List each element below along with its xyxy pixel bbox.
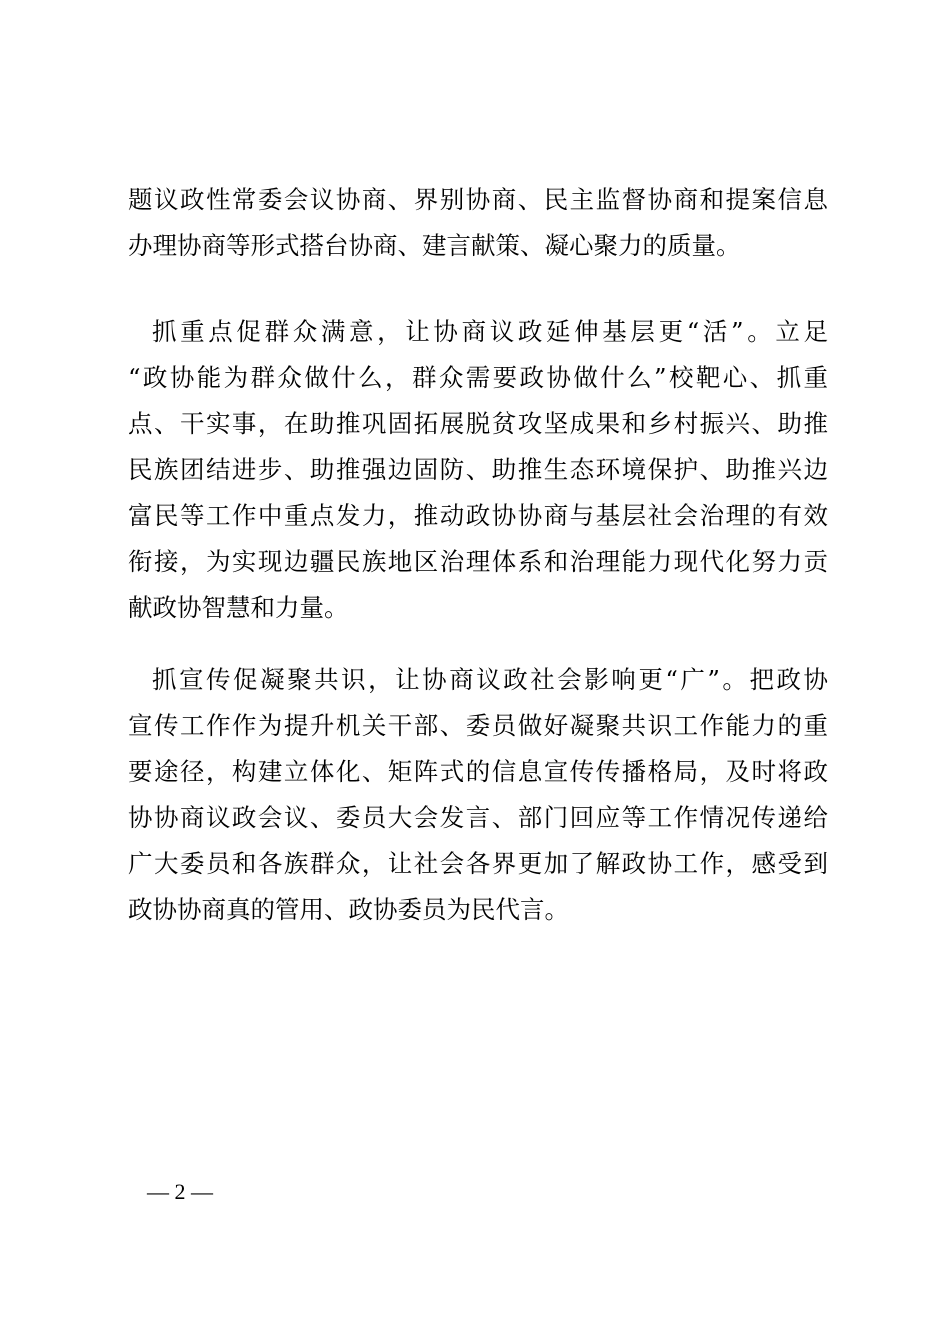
paragraph-line: 民族团结进步、助推强边固防、助推生态环境保护、助推兴边 [128, 455, 828, 484]
paragraph-line: 抓宣传促凝聚共识，让协商议政社会影响更“广”。把政协 [152, 665, 828, 694]
page-number: — 2 — [147, 1179, 213, 1204]
paragraph-line: 协协商议政会议、委员大会发言、部门回应等工作情况传递给 [128, 803, 828, 832]
paragraph-line: 富民等工作中重点发力，推动政协协商与基层社会治理的有效 [128, 501, 828, 530]
paragraph-line: 要途径，构建立体化、矩阵式的信息宣传传播格局，及时将政 [128, 757, 828, 786]
paragraph-line: 办理协商等形式搭台协商、建言献策、凝心聚力的质量。 [128, 231, 741, 260]
paragraph-line: 宣传工作作为提升机关干部、委员做好凝聚共识工作能力的重 [128, 711, 828, 740]
paragraph-line: 点、干实事，在助推巩固拓展脱贫攻坚成果和乡村振兴、助推 [128, 409, 828, 438]
paragraph-line: 衔接，为实现边疆民族地区治理体系和治理能力现代化努力贡 [128, 547, 828, 576]
paragraph-line: “政协能为群众做什么，群众需要政协做什么”校靶心、抓重 [128, 363, 828, 392]
paragraph-line: 抓重点促群众满意，让协商议政延伸基层更“活”。立足 [152, 317, 828, 346]
paragraph-line: 广大委员和各族群众，让社会各界更加了解政协工作，感受到 [128, 849, 828, 878]
paragraph-3 [128, 657, 828, 933]
paragraph-1 [128, 177, 828, 269]
paragraph-2 [128, 309, 828, 631]
paragraph-line: 题议政性常委会议协商、界别协商、民主监督协商和提案信息 [128, 185, 828, 214]
paragraph-line: 献政协智慧和力量。 [128, 593, 349, 622]
paragraph-line: 政协协商真的管用、政协委员为民代言。 [128, 895, 569, 924]
